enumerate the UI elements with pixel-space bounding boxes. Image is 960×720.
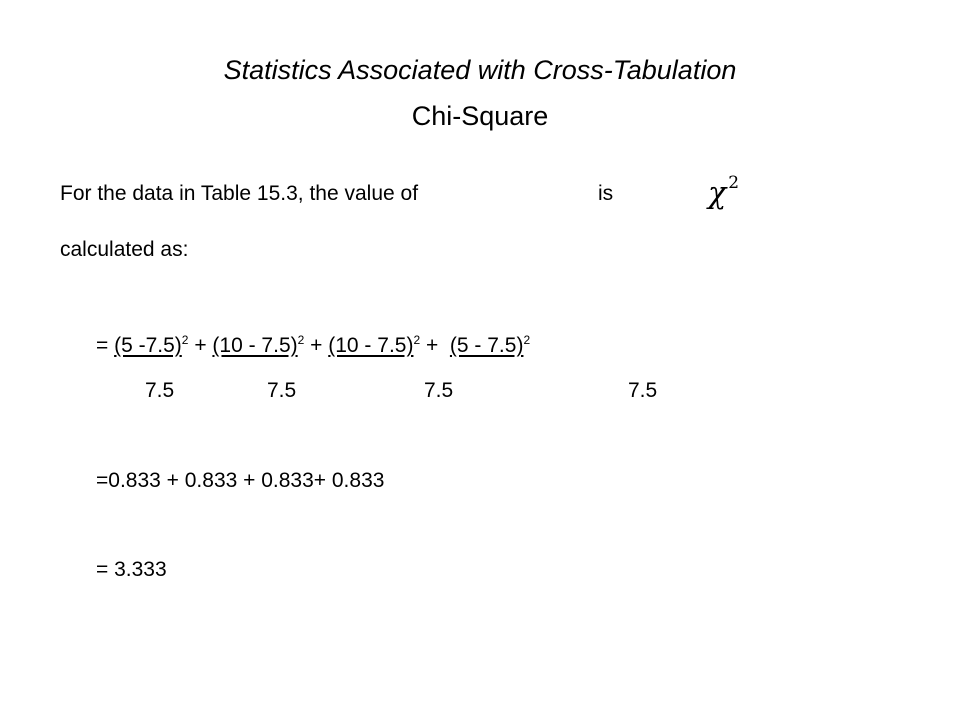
chi-power: 2 [728,173,740,193]
chi-square-symbol [708,170,739,211]
denominator-4: 7.5 [628,379,658,402]
numerator-3: (10 - 7.5) [328,334,414,357]
power-1: 2 [181,333,189,347]
slide-subtitle: Chi-Square [411,101,549,131]
intro-is: is [598,182,614,205]
power-3: 2 [413,333,421,347]
denominator-1: 7.5 [145,379,175,402]
formula-result: = 3.333 [96,558,167,581]
formula-numerators [96,326,530,360]
numerator-4: (5 - 7.5) [449,334,524,357]
plus-2: + [304,334,329,357]
formula-step2: =0.833 + 0.833 + 0.833+ 0.833 [96,469,385,492]
power-4: 2 [523,333,531,347]
power-2: 2 [297,333,305,347]
slide-title: Statistics Associated with Cross-Tabulation [223,55,737,85]
plus-3: + [420,334,450,357]
plus-1: + [188,334,213,357]
intro-text: For the data in Table 15.3, the value of [60,182,419,205]
denominator-3: 7.5 [424,379,454,402]
denominator-2: 7.5 [267,379,297,402]
numerator-2: (10 - 7.5) [212,334,298,357]
chi-symbol: χ [708,176,727,211]
formula-equals: = [96,334,115,357]
numerator-1: (5 -7.5) [114,334,182,357]
intro-text-line2: calculated as: [60,238,189,261]
